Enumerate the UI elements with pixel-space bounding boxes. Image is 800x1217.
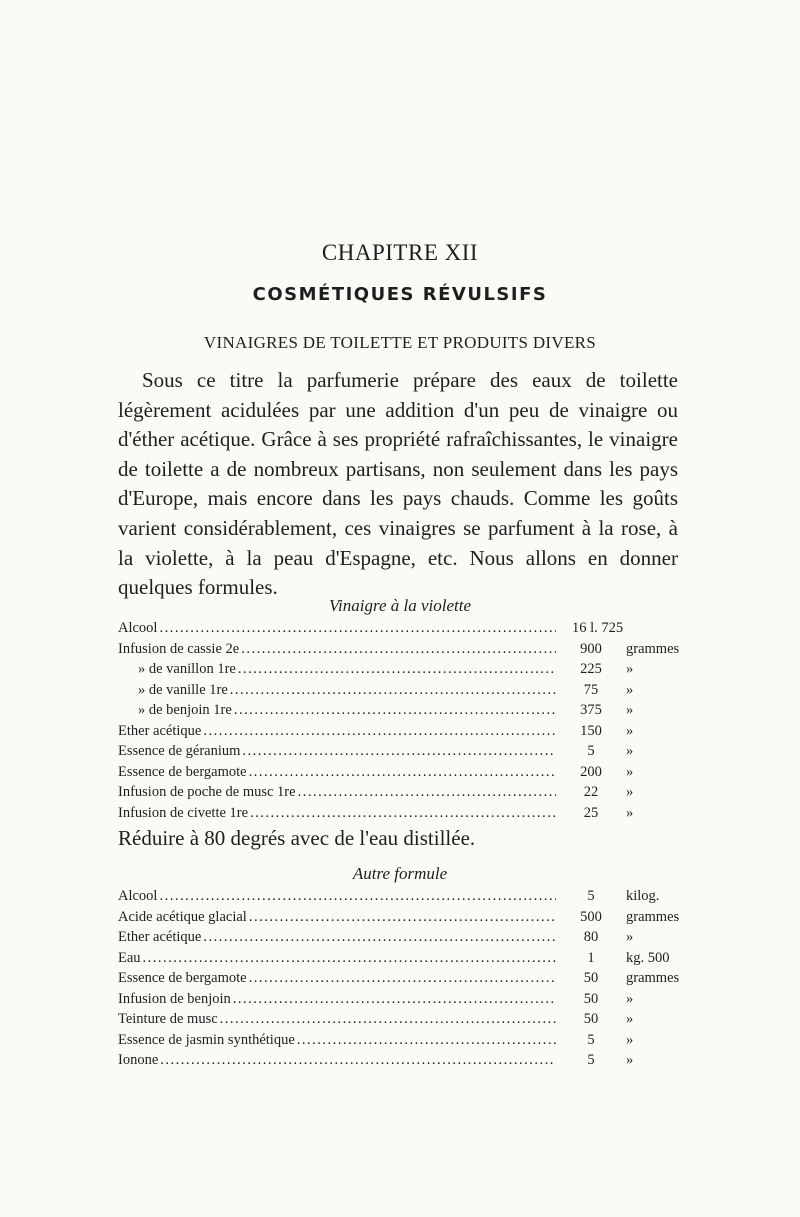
ingredient-quantity: 5 [587,1031,595,1048]
recipe-row [118,641,680,662]
ingredient-unit: » [626,1011,634,1027]
ingredient-quantity: 900 [580,640,602,657]
ingredient-unit: grammes [626,640,680,657]
ingredient-quantity: 50 [583,970,599,986]
ingredient-unit: » [626,763,634,780]
recipe-row [118,661,680,682]
recipe-row [118,1011,680,1032]
ingredient-quantity: 22 [583,784,599,800]
recipe-row [118,1052,680,1073]
ingredient-name: Infusion de benjoin [118,990,231,1007]
ingredient-unit: » [626,1031,634,1048]
ingredient-name: » de benjoin 1re [138,702,232,718]
chapter-heading: CHAPITRE XII [321,240,479,265]
ingredient-unit: » [626,722,634,739]
ingredient-unit: kilog. [626,888,660,904]
ingredient-name: Ether acétique [118,722,202,739]
recipe-row [118,888,680,909]
ingredient-name: Ether acétique [118,929,202,945]
ingredient-quantity: 500 [580,908,602,925]
ingredient-name: Essence de bergamote [118,763,247,780]
ingredient-quantity: 50 [583,1011,599,1027]
recipe-title-autre: Autre formule [352,864,448,883]
ingredient-unit: » [626,681,634,698]
ingredient-name: Infusion de poche de musc 1re [118,784,296,800]
ingredient-name: Essence de jasmin synthétique [118,1031,295,1048]
ingredient-unit: grammes [626,970,680,986]
ingredient-unit: » [626,743,634,759]
recipe-row [118,723,680,744]
recipe-row [118,743,680,764]
ingredient-quantity: 5 [587,1052,595,1068]
ingredient-name: Eau [118,949,141,966]
recipe-row [118,929,680,950]
ingredient-quantity: 375 [580,702,602,718]
recipe-row [118,1032,680,1053]
recipe-row [118,682,680,703]
recipe-row [118,764,680,785]
ingredient-unit: » [626,929,634,945]
ingredient-unit: grammes [626,908,680,925]
ingredient-unit: » [626,1052,634,1068]
ingredient-quantity: 25 [583,804,599,821]
ingredient-name: Essence de géranium [118,743,241,759]
ingredient-quantity: 16 l. 725 [572,620,624,636]
ingredient-quantity: 1 [587,949,595,966]
recipe-row [118,970,680,991]
ingredient-name: Alcool [118,620,158,636]
recipe-row [118,950,680,971]
recipe-row [118,909,680,930]
subheading: VINAIGRES DE TOILETTE ET PRODUITS DIVERS [203,333,597,352]
instruction-text: Réduire à 80 degrés avec de l'eau distillée. [118,826,476,850]
ingredient-quantity: 50 [583,990,599,1007]
ingredient-unit: » [626,661,634,677]
recipe-row [118,620,680,641]
ingredient-unit: » [626,702,634,718]
ingredient-unit: kg. 500 [626,949,670,966]
ingredient-name: Infusion de civette 1re [118,804,249,821]
ingredient-quantity: 5 [587,743,595,759]
recipe-table-autre [118,888,680,1073]
ingredient-name: Infusion de cassie 2e [118,640,240,657]
ingredient-quantity: 200 [580,763,602,780]
recipe-row [118,991,680,1012]
ingredient-unit: » [626,784,634,800]
ingredient-name: Essence de bergamote [118,970,247,986]
section-title: COSMÉTIQUES RÉVULSIFS [252,284,548,305]
ingredient-unit: » [626,804,634,821]
ingredient-quantity: 75 [583,681,599,698]
ingredient-quantity: 225 [580,661,602,677]
ingredient-quantity: 80 [583,929,599,945]
recipe-row [118,702,680,723]
intro-paragraph: Sous ce titre la parfumerie prépare des eaux de toilette légèrement acidulées par une addition d'un peu de vinaigre ou d'éther acétique. Grâce à ses propriété rafraîchissantes, le vinaigre de toilette a de nombreux partisans, non seulement dans les pays d'Europe, mais encore dans les pays chauds. Comme les goûts varient considérablement, ces vinaigres se parfument à la rose, à la violette, à la peau d'Espagne, etc. Nous allons en donner quelques formules. [118,368,678,600]
ingredient-name: Teinture de musc [118,1011,218,1027]
recipe-title-violette: Vinaigre à la violette [328,596,472,615]
ingredient-quantity: 150 [580,722,602,739]
recipe-row [118,784,680,805]
ingredient-name: Alcool [118,888,158,904]
ingredient-name: » de vanillon 1re [138,661,236,677]
recipe-row [118,805,680,826]
ingredient-name: Ionone [118,1052,159,1068]
ingredient-name: Acide acétique glacial [118,908,247,925]
recipe-table-violette [118,620,680,825]
ingredient-name: » de vanille 1re [138,681,228,698]
ingredient-unit: » [626,990,634,1007]
ingredient-quantity: 5 [587,888,595,904]
